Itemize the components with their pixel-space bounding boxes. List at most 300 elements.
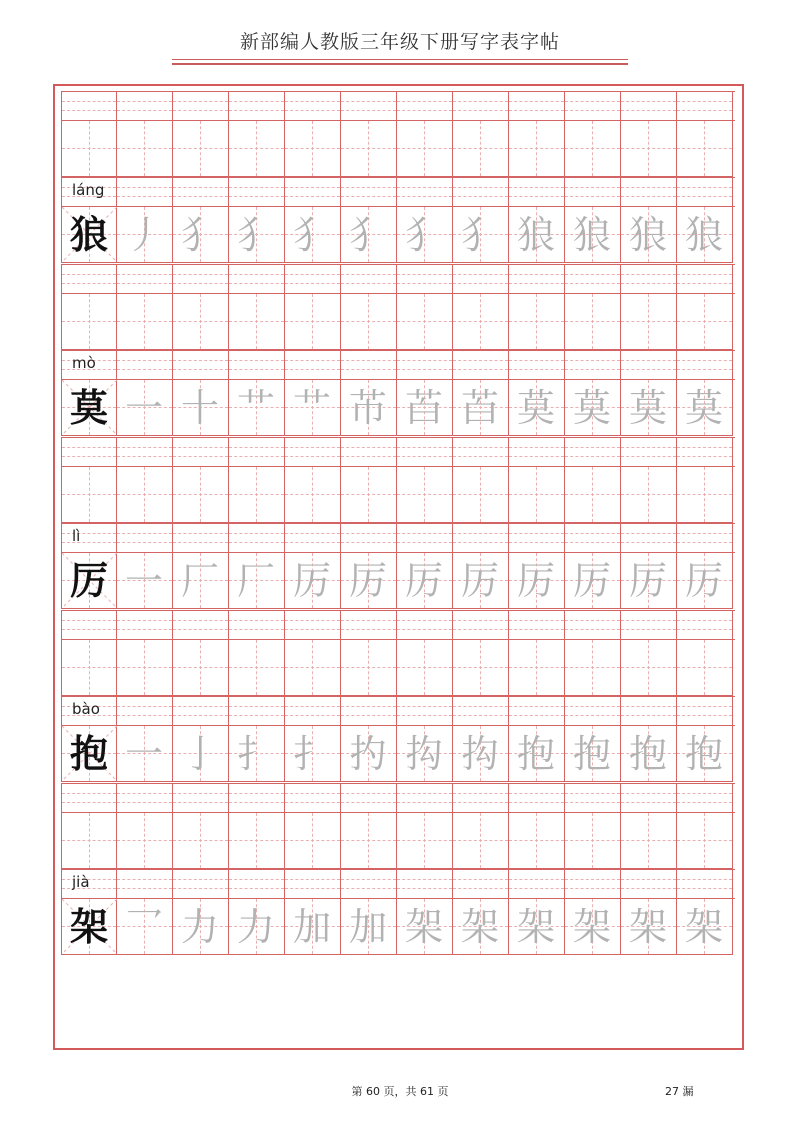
writing-cell[interactable] <box>677 640 733 696</box>
pinyin-cell[interactable] <box>621 611 677 639</box>
writing-cell[interactable] <box>229 467 285 523</box>
writing-cell[interactable] <box>677 380 733 436</box>
writing-cell[interactable] <box>397 294 453 350</box>
pinyin-guide-line <box>173 369 228 370</box>
cell-guide-horizontal <box>509 148 564 149</box>
pinyin-cell[interactable] <box>621 351 677 379</box>
pinyin-guide-line <box>621 274 676 275</box>
writing-cell[interactable] <box>61 467 117 523</box>
pinyin-cell[interactable] <box>285 178 341 206</box>
pinyin-cell[interactable] <box>397 524 453 552</box>
pinyin-cell[interactable] <box>341 351 397 379</box>
pinyin-cell[interactable] <box>621 870 677 898</box>
pinyin-cell[interactable] <box>509 784 565 812</box>
pinyin-guide-line <box>173 196 228 197</box>
trace-character: 抱 <box>628 731 667 776</box>
writing-cell[interactable] <box>453 207 509 263</box>
pinyin-guide-line <box>621 187 676 188</box>
writing-cell[interactable] <box>229 813 285 869</box>
pinyin-cell[interactable] <box>61 92 117 120</box>
trace-character: 狼 <box>516 212 555 257</box>
pinyin-cell[interactable] <box>285 697 341 725</box>
pinyin-guide-line <box>62 274 116 275</box>
writing-cell[interactable] <box>565 467 621 523</box>
pinyin-cell[interactable] <box>677 92 733 120</box>
writing-cell[interactable] <box>509 553 565 609</box>
writing-cell[interactable] <box>565 726 621 782</box>
writing-cell[interactable] <box>677 121 733 177</box>
writing-cell[interactable] <box>229 207 285 263</box>
pinyin-cell[interactable] <box>229 178 285 206</box>
writing-cell[interactable] <box>117 467 173 523</box>
pinyin-guide-line <box>565 456 620 457</box>
writing-cell[interactable] <box>173 294 229 350</box>
pinyin-cell[interactable] <box>397 178 453 206</box>
writing-cell[interactable] <box>565 121 621 177</box>
pinyin-cell[interactable] <box>621 697 677 725</box>
pinyin-cell[interactable] <box>509 178 565 206</box>
pinyin-guide-line <box>229 196 284 197</box>
writing-cell[interactable] <box>397 899 453 955</box>
pinyin-cell[interactable] <box>453 611 509 639</box>
writing-cell[interactable] <box>285 726 341 782</box>
pinyin-cell[interactable] <box>453 438 509 466</box>
pinyin-guide-line <box>509 360 564 361</box>
pinyin-cell[interactable] <box>677 784 733 812</box>
writing-cell[interactable] <box>397 121 453 177</box>
writing-cell[interactable] <box>509 640 565 696</box>
model-cell[interactable] <box>61 380 117 436</box>
pinyin-guide-line <box>229 620 284 621</box>
writing-cell[interactable] <box>677 467 733 523</box>
pinyin-cell[interactable] <box>621 438 677 466</box>
pinyin-cell[interactable] <box>677 351 733 379</box>
pinyin-cell[interactable] <box>565 351 621 379</box>
writing-cell[interactable] <box>397 380 453 436</box>
pinyin-cell[interactable] <box>565 611 621 639</box>
trace-character: 架 <box>572 904 611 949</box>
writing-cell[interactable] <box>61 121 117 177</box>
writing-cell[interactable] <box>677 813 733 869</box>
pinyin-cell[interactable] <box>229 351 285 379</box>
pinyin-cell[interactable] <box>285 870 341 898</box>
writing-cell[interactable] <box>677 294 733 350</box>
pinyin-cell[interactable] <box>509 265 565 293</box>
model-cell[interactable] <box>61 553 117 609</box>
pinyin-cell[interactable] <box>117 351 173 379</box>
pinyin-cell[interactable] <box>341 178 397 206</box>
pinyin-guide-line <box>285 802 340 803</box>
writing-cell[interactable] <box>341 207 397 263</box>
pinyin-cell[interactable] <box>397 92 453 120</box>
pinyin-cell[interactable] <box>397 611 453 639</box>
pinyin-cell[interactable] <box>453 870 509 898</box>
pinyin-guide-line <box>453 369 508 370</box>
pinyin-cell[interactable] <box>453 265 509 293</box>
pinyin-cell[interactable] <box>509 351 565 379</box>
writing-cell[interactable] <box>229 121 285 177</box>
pinyin-guide-line <box>621 360 676 361</box>
pinyin-cell[interactable] <box>509 697 565 725</box>
pinyin-cell[interactable] <box>229 611 285 639</box>
pinyin-guide-line <box>173 629 228 630</box>
writing-cell[interactable] <box>509 726 565 782</box>
pinyin-guide-line <box>62 620 116 621</box>
writing-cell[interactable] <box>285 553 341 609</box>
pinyin-guide-line <box>509 533 564 534</box>
pinyin-cell[interactable] <box>117 265 173 293</box>
pinyin-cell[interactable] <box>565 265 621 293</box>
pinyin-cell[interactable] <box>621 524 677 552</box>
writing-cell[interactable] <box>621 380 677 436</box>
pinyin-cell[interactable] <box>341 611 397 639</box>
pinyin-guide-line <box>621 802 676 803</box>
pinyin-cell[interactable] <box>677 178 733 206</box>
writing-cell[interactable] <box>565 207 621 263</box>
pinyin-guide-line <box>677 715 732 716</box>
trace-character: 犭 <box>348 212 387 257</box>
pinyin-guide-line <box>453 888 508 889</box>
pinyin-cell[interactable] <box>285 611 341 639</box>
pinyin-label: lì <box>72 527 81 545</box>
writing-cell[interactable] <box>453 640 509 696</box>
pinyin-guide-line <box>341 456 396 457</box>
pinyin-cell[interactable] <box>621 178 677 206</box>
tracing-row <box>61 380 735 436</box>
pinyin-cell[interactable] <box>229 697 285 725</box>
pinyin-cell[interactable] <box>229 92 285 120</box>
pinyin-cell[interactable] <box>229 265 285 293</box>
pinyin-cell[interactable] <box>61 784 117 812</box>
pinyin-guide-line <box>509 802 564 803</box>
pinyin-cell[interactable] <box>509 524 565 552</box>
pinyin-guide-line <box>117 620 172 621</box>
pinyin-cell[interactable] <box>229 438 285 466</box>
cell-guide-horizontal <box>117 148 172 149</box>
writing-cell[interactable] <box>621 294 677 350</box>
cell-guide-horizontal <box>117 321 172 322</box>
character-unit <box>61 91 735 264</box>
pinyin-cell[interactable] <box>117 697 173 725</box>
writing-cell[interactable] <box>285 207 341 263</box>
writing-cell[interactable] <box>509 467 565 523</box>
pinyin-cell[interactable] <box>509 611 565 639</box>
pinyin-guide-line <box>285 888 340 889</box>
pinyin-cell[interactable] <box>621 92 677 120</box>
writing-cell[interactable] <box>341 813 397 869</box>
pinyin-cell[interactable] <box>565 438 621 466</box>
model-character: 厉 <box>69 557 108 603</box>
pinyin-cell[interactable] <box>621 265 677 293</box>
pinyin-guide-line <box>117 629 172 630</box>
pinyin-cell[interactable] <box>565 697 621 725</box>
writing-cell[interactable] <box>453 121 509 177</box>
pinyin-guide-line <box>62 101 116 102</box>
pinyin-cell[interactable] <box>173 870 229 898</box>
trace-character: 厉 <box>572 558 611 603</box>
writing-cell[interactable] <box>117 726 173 782</box>
writing-cell[interactable] <box>229 380 285 436</box>
writing-cell[interactable] <box>341 640 397 696</box>
writing-cell[interactable] <box>173 813 229 869</box>
pinyin-cell[interactable] <box>229 524 285 552</box>
writing-cell[interactable] <box>229 294 285 350</box>
writing-cell[interactable] <box>397 813 453 869</box>
pinyin-guide-line <box>397 447 452 448</box>
pinyin-cell[interactable] <box>173 438 229 466</box>
pinyin-cell[interactable] <box>565 92 621 120</box>
writing-cell[interactable] <box>565 640 621 696</box>
pinyin-guide-line <box>173 706 228 707</box>
writing-cell[interactable] <box>117 640 173 696</box>
pinyin-guide-line <box>453 274 508 275</box>
pinyin-cell[interactable] <box>285 92 341 120</box>
writing-cell[interactable] <box>453 726 509 782</box>
writing-cell[interactable] <box>621 726 677 782</box>
pinyin-cell[interactable] <box>285 351 341 379</box>
pinyin-cell[interactable] <box>397 265 453 293</box>
pinyin-cell[interactable] <box>677 524 733 552</box>
pinyin-guide-line <box>341 283 396 284</box>
pinyin-cell[interactable] <box>117 611 173 639</box>
pinyin-cell[interactable] <box>285 438 341 466</box>
writing-cell[interactable] <box>285 899 341 955</box>
writing-cell[interactable] <box>565 553 621 609</box>
pinyin-guide-line <box>509 110 564 111</box>
pinyin-cell[interactable] <box>341 265 397 293</box>
pinyin-cell[interactable] <box>117 784 173 812</box>
writing-cell[interactable] <box>677 553 733 609</box>
pinyin-cell[interactable] <box>677 438 733 466</box>
writing-cell[interactable] <box>509 207 565 263</box>
writing-cell[interactable] <box>621 467 677 523</box>
pinyin-guide-line <box>397 360 452 361</box>
pinyin-cell[interactable] <box>173 524 229 552</box>
writing-cell[interactable] <box>117 380 173 436</box>
writing-cell[interactable] <box>341 294 397 350</box>
trace-character: 力 <box>180 904 219 949</box>
pinyin-cell[interactable] <box>341 697 397 725</box>
pinyin-cell[interactable] <box>117 178 173 206</box>
pinyin-cell[interactable] <box>621 784 677 812</box>
pinyin-cell[interactable] <box>173 697 229 725</box>
writing-cell[interactable] <box>229 899 285 955</box>
writing-cell[interactable] <box>509 899 565 955</box>
writing-cell[interactable] <box>397 640 453 696</box>
writing-cell[interactable] <box>285 380 341 436</box>
pinyin-guide-line <box>173 456 228 457</box>
writing-cell[interactable] <box>285 467 341 523</box>
writing-cell[interactable] <box>453 813 509 869</box>
writing-cell[interactable] <box>285 640 341 696</box>
writing-cell[interactable] <box>341 121 397 177</box>
pinyin-guide-line <box>62 447 116 448</box>
pinyin-cell[interactable] <box>61 265 117 293</box>
writing-cell[interactable] <box>397 726 453 782</box>
writing-cell[interactable] <box>117 207 173 263</box>
writing-cell[interactable] <box>565 813 621 869</box>
pinyin-cell[interactable] <box>117 524 173 552</box>
writing-cell[interactable] <box>565 899 621 955</box>
pinyin-cell[interactable] <box>453 524 509 552</box>
writing-cell[interactable] <box>285 121 341 177</box>
writing-cell[interactable] <box>509 294 565 350</box>
writing-cell[interactable] <box>173 640 229 696</box>
writing-cell[interactable] <box>677 726 733 782</box>
writing-cell[interactable] <box>621 553 677 609</box>
pinyin-guide-line <box>509 196 564 197</box>
pinyin-cell[interactable] <box>677 265 733 293</box>
writing-cell[interactable] <box>453 553 509 609</box>
pinyin-cell[interactable] <box>509 92 565 120</box>
pinyin-guide-line <box>285 793 340 794</box>
writing-cell[interactable] <box>117 294 173 350</box>
pinyin-cell[interactable] <box>677 697 733 725</box>
model-cell[interactable] <box>61 207 117 263</box>
writing-cell[interactable] <box>453 380 509 436</box>
pinyin-cell[interactable] <box>285 784 341 812</box>
writing-cell[interactable] <box>397 553 453 609</box>
writing-cell[interactable] <box>565 294 621 350</box>
writing-cell[interactable] <box>285 294 341 350</box>
writing-cell[interactable] <box>341 467 397 523</box>
pinyin-cell[interactable] <box>341 92 397 120</box>
practice-row <box>61 640 735 696</box>
pinyin-cell[interactable] <box>509 438 565 466</box>
pinyin-cell[interactable] <box>453 697 509 725</box>
pinyin-guide-line <box>173 533 228 534</box>
writing-cell[interactable] <box>453 467 509 523</box>
writing-cell[interactable] <box>229 726 285 782</box>
writing-cell[interactable] <box>341 553 397 609</box>
writing-cell[interactable] <box>173 121 229 177</box>
writing-cell[interactable] <box>509 121 565 177</box>
model-cell[interactable] <box>61 899 117 955</box>
writing-cell[interactable] <box>173 899 229 955</box>
writing-cell[interactable] <box>173 726 229 782</box>
pinyin-guide-line <box>117 101 172 102</box>
writing-cell[interactable] <box>677 899 733 955</box>
pinyin-cell[interactable] <box>173 611 229 639</box>
trace-character: 厉 <box>460 558 499 603</box>
pinyin-cell[interactable] <box>61 611 117 639</box>
pinyin-cell[interactable] <box>117 92 173 120</box>
writing-cell[interactable] <box>173 467 229 523</box>
pinyin-cell[interactable] <box>453 178 509 206</box>
pinyin-cell[interactable] <box>61 438 117 466</box>
pinyin-guide-line <box>565 533 620 534</box>
writing-cell[interactable] <box>173 553 229 609</box>
writing-cell[interactable] <box>397 467 453 523</box>
pinyin-cell[interactable] <box>565 524 621 552</box>
pinyin-cell[interactable] <box>565 870 621 898</box>
pinyin-cell[interactable] <box>397 351 453 379</box>
writing-cell[interactable] <box>341 899 397 955</box>
pinyin-guide-line <box>173 274 228 275</box>
pinyin-cell[interactable] <box>117 438 173 466</box>
writing-cell[interactable] <box>117 813 173 869</box>
pinyin-cell[interactable] <box>173 265 229 293</box>
cell-guide-horizontal <box>229 321 284 322</box>
pinyin-cell[interactable] <box>117 870 173 898</box>
pinyin-cell[interactable] <box>173 351 229 379</box>
writing-cell[interactable] <box>621 121 677 177</box>
pinyin-cell[interactable] <box>397 697 453 725</box>
pinyin-cell[interactable] <box>173 178 229 206</box>
writing-cell[interactable] <box>341 726 397 782</box>
writing-cell[interactable] <box>453 899 509 955</box>
pinyin-cell[interactable] <box>173 92 229 120</box>
writing-cell[interactable] <box>61 294 117 350</box>
cell-guide-horizontal <box>285 840 340 841</box>
writing-cell[interactable] <box>397 207 453 263</box>
pinyin-cell[interactable] <box>565 784 621 812</box>
pinyin-cell[interactable] <box>453 92 509 120</box>
cell-guide-horizontal <box>341 667 396 668</box>
trace-character: 艹 <box>236 385 275 430</box>
writing-cell[interactable] <box>509 813 565 869</box>
pinyin-cell[interactable] <box>397 870 453 898</box>
writing-cell[interactable] <box>621 640 677 696</box>
pinyin-guide-line <box>397 283 452 284</box>
writing-cell[interactable] <box>117 553 173 609</box>
pinyin-cell[interactable] <box>677 611 733 639</box>
writing-cell[interactable] <box>453 294 509 350</box>
pinyin-cell[interactable] <box>453 784 509 812</box>
trace-character: 芇 <box>348 385 387 430</box>
model-cell[interactable] <box>61 726 117 782</box>
writing-cell[interactable] <box>621 899 677 955</box>
pinyin-cell[interactable] <box>229 870 285 898</box>
pinyin-cell[interactable] <box>565 178 621 206</box>
writing-cell[interactable] <box>621 207 677 263</box>
pinyin-cell[interactable] <box>61 524 117 552</box>
writing-cell[interactable] <box>621 813 677 869</box>
writing-cell[interactable] <box>285 813 341 869</box>
pinyin-cell[interactable] <box>285 265 341 293</box>
pinyin-guide-line <box>453 447 508 448</box>
pinyin-cell[interactable] <box>341 784 397 812</box>
writing-cell[interactable] <box>565 380 621 436</box>
writing-cell[interactable] <box>61 640 117 696</box>
pinyin-guide-line <box>453 360 508 361</box>
writing-cell[interactable] <box>677 207 733 263</box>
writing-cell[interactable] <box>117 121 173 177</box>
pinyin-cell[interactable] <box>677 870 733 898</box>
pinyin-cell[interactable] <box>397 784 453 812</box>
writing-cell[interactable] <box>229 640 285 696</box>
pinyin-cell[interactable] <box>229 784 285 812</box>
writing-cell[interactable] <box>61 813 117 869</box>
pinyin-cell[interactable] <box>173 784 229 812</box>
pinyin-cell[interactable] <box>341 524 397 552</box>
pinyin-cell[interactable] <box>509 870 565 898</box>
pinyin-cell[interactable] <box>397 438 453 466</box>
pinyin-guide-line <box>677 533 732 534</box>
writing-cell[interactable] <box>173 207 229 263</box>
pinyin-cell[interactable] <box>285 524 341 552</box>
pinyin-cell[interactable] <box>453 351 509 379</box>
pinyin-guide-line <box>229 369 284 370</box>
writing-cell[interactable] <box>509 380 565 436</box>
writing-cell[interactable] <box>341 380 397 436</box>
pinyin-cell[interactable] <box>341 438 397 466</box>
writing-cell[interactable] <box>173 380 229 436</box>
writing-cell[interactable] <box>229 553 285 609</box>
writing-cell[interactable] <box>117 899 173 955</box>
trace-character: 一 <box>124 385 163 430</box>
pinyin-cell[interactable] <box>341 870 397 898</box>
